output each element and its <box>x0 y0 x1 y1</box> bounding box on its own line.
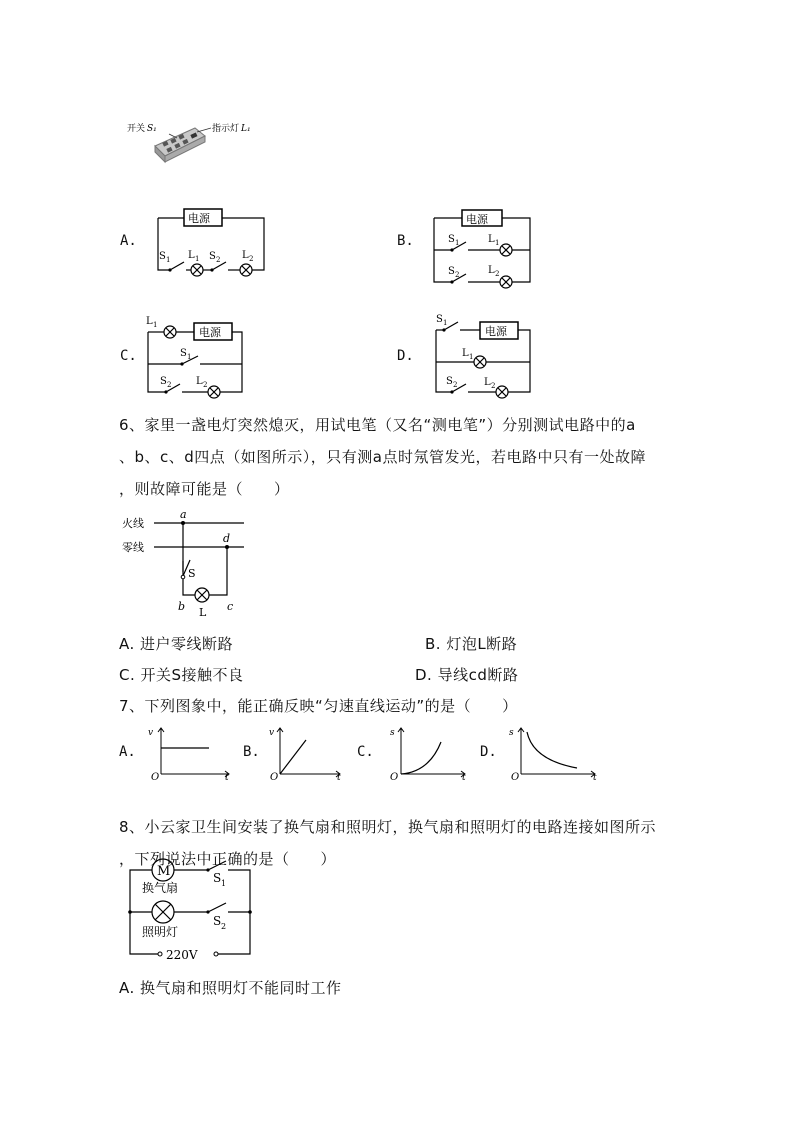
q7-graph-a <box>145 724 235 780</box>
axis-t-label: t <box>337 773 341 780</box>
q8-option-a: A. 换气扇和照明灯不能同时工作 <box>119 979 342 997</box>
l2-sub: 2 <box>203 381 208 389</box>
origin-label: O <box>270 772 279 780</box>
device-figure <box>125 112 265 174</box>
s2-label: S <box>213 914 222 928</box>
motor-m-label: M <box>157 864 171 879</box>
q5-circuit-c <box>142 312 254 402</box>
s1-label: S <box>448 234 455 245</box>
switch-label: 开关 <box>127 124 146 134</box>
q7-option-c-letter: C. <box>357 744 374 760</box>
s1-sub: 1 <box>455 239 460 247</box>
s2-label: S <box>160 376 167 387</box>
s2-sub: 2 <box>216 256 221 264</box>
power-source-label: 电源 <box>199 326 221 339</box>
l1-label: L <box>146 316 153 327</box>
s2-sub: 2 <box>221 922 227 931</box>
q5-circuit-a <box>150 204 270 280</box>
q8-stem-line2: ，下列说法中正确的是（ ） <box>119 850 337 868</box>
q7-graph-d <box>505 724 601 780</box>
q5-circuit-d <box>428 310 540 402</box>
q5-option-a-letter: A. <box>120 233 137 249</box>
s1-sub: 1 <box>166 256 171 264</box>
q6-option-d: D. 导线cd断路 <box>415 666 519 684</box>
l2-label: L <box>196 376 203 387</box>
q6-wiring-figure <box>120 506 255 618</box>
l2-label: L <box>484 377 491 388</box>
s2-sub: 2 <box>167 381 172 389</box>
live-wire-label: 火线 <box>122 517 144 530</box>
s2-sub: 2 <box>453 381 458 389</box>
q6-stem-line1: 6、家里一盏电灯突然熄灭，用试电笔（又名“测电笔”）分别测试电路中的a <box>119 416 636 434</box>
q8-circuit-figure <box>120 852 260 966</box>
q7-stem: 7、下列图象中，能正确反映“匀速直线运动”的是（ ） <box>119 697 518 715</box>
switch-label-sub: S₁ <box>147 124 157 134</box>
q5-circuit-b <box>428 204 538 290</box>
l2-sub: 2 <box>249 255 254 263</box>
s2-sub: 2 <box>455 271 460 279</box>
s1-sub: 1 <box>443 319 448 327</box>
s2-label: S <box>446 376 453 387</box>
origin-label: O <box>511 772 520 780</box>
power-source-label: 电源 <box>485 325 507 338</box>
s1-label: S <box>436 314 443 325</box>
q6-option-c: C. 开关S接触不良 <box>119 666 244 684</box>
switch-s-label: S <box>188 567 196 580</box>
s1-label: S <box>180 348 187 359</box>
axis-t-label: t <box>462 773 466 780</box>
q8-stem-line1: 8、小云家卫生间安装了换气扇和照明灯，换气扇和照明灯的电路连接如图所示 <box>119 818 657 836</box>
origin-label: O <box>390 772 399 780</box>
s1-sub: 1 <box>187 353 192 361</box>
q7-option-d-letter: D. <box>480 744 497 760</box>
q5-option-d-letter: D. <box>397 348 414 364</box>
axis-v-label: v <box>148 728 154 738</box>
s1-sub: 1 <box>221 879 227 888</box>
s2-label: S <box>209 251 216 262</box>
q7-option-b-letter: B. <box>243 744 260 760</box>
fan-label: 换气扇 <box>142 881 179 895</box>
s1-label: S <box>159 251 166 262</box>
q6-stem-line3: ，则故障可能是（ ） <box>119 480 290 498</box>
l1-sub: 1 <box>495 239 500 247</box>
point-a-label: a <box>180 508 187 521</box>
power-source-label: 电源 <box>188 212 210 225</box>
axis-t-label: t <box>225 773 229 780</box>
point-d-label: d <box>223 532 231 545</box>
origin-label: O <box>151 772 160 780</box>
q6-option-a: A. 进户零线断路 <box>119 635 234 653</box>
q7-graph-b <box>264 724 346 780</box>
l1-label: L <box>462 348 469 359</box>
axis-s-label: s <box>390 728 395 738</box>
point-c-label: c <box>227 600 234 613</box>
q5-option-b-letter: B. <box>397 233 414 249</box>
axis-v-label: v <box>269 728 275 738</box>
lighting-label: 照明灯 <box>142 925 179 939</box>
q7-graph-c <box>385 724 471 780</box>
l1-label: L <box>488 234 495 245</box>
l1-sub: 1 <box>195 255 200 263</box>
s1-label: S <box>213 871 222 885</box>
supply-220v-label: 220V <box>166 948 198 962</box>
lamp-label-sub: L₁ <box>241 124 251 134</box>
q6-stem-line2: 、b、c、d四点（如图所示），只有测a点时氖管发光，若电路中只有一处故障 <box>119 448 646 466</box>
power-strip-image <box>155 128 211 162</box>
lamp-label: 指示灯 <box>212 124 240 134</box>
axis-t-label: t <box>593 773 597 780</box>
point-b-label: b <box>178 600 186 613</box>
l2-sub: 2 <box>491 382 496 390</box>
axis-s-label: s <box>509 728 514 738</box>
q6-option-b: B. 灯泡L断路 <box>425 635 518 653</box>
l1-sub: 1 <box>469 353 474 361</box>
s2-label: S <box>448 266 455 277</box>
l1-label: L <box>188 250 195 261</box>
q7-option-a-letter: A. <box>119 744 136 760</box>
l2-label: L <box>488 265 495 276</box>
power-source-label: 电源 <box>466 213 488 226</box>
q5-option-c-letter: C. <box>120 348 137 364</box>
neutral-wire-label: 零线 <box>122 541 144 554</box>
l1-sub: 1 <box>153 321 158 329</box>
l2-sub: 2 <box>495 270 500 278</box>
l2-label: L <box>242 250 249 261</box>
lamp-l-label: L <box>199 606 207 618</box>
